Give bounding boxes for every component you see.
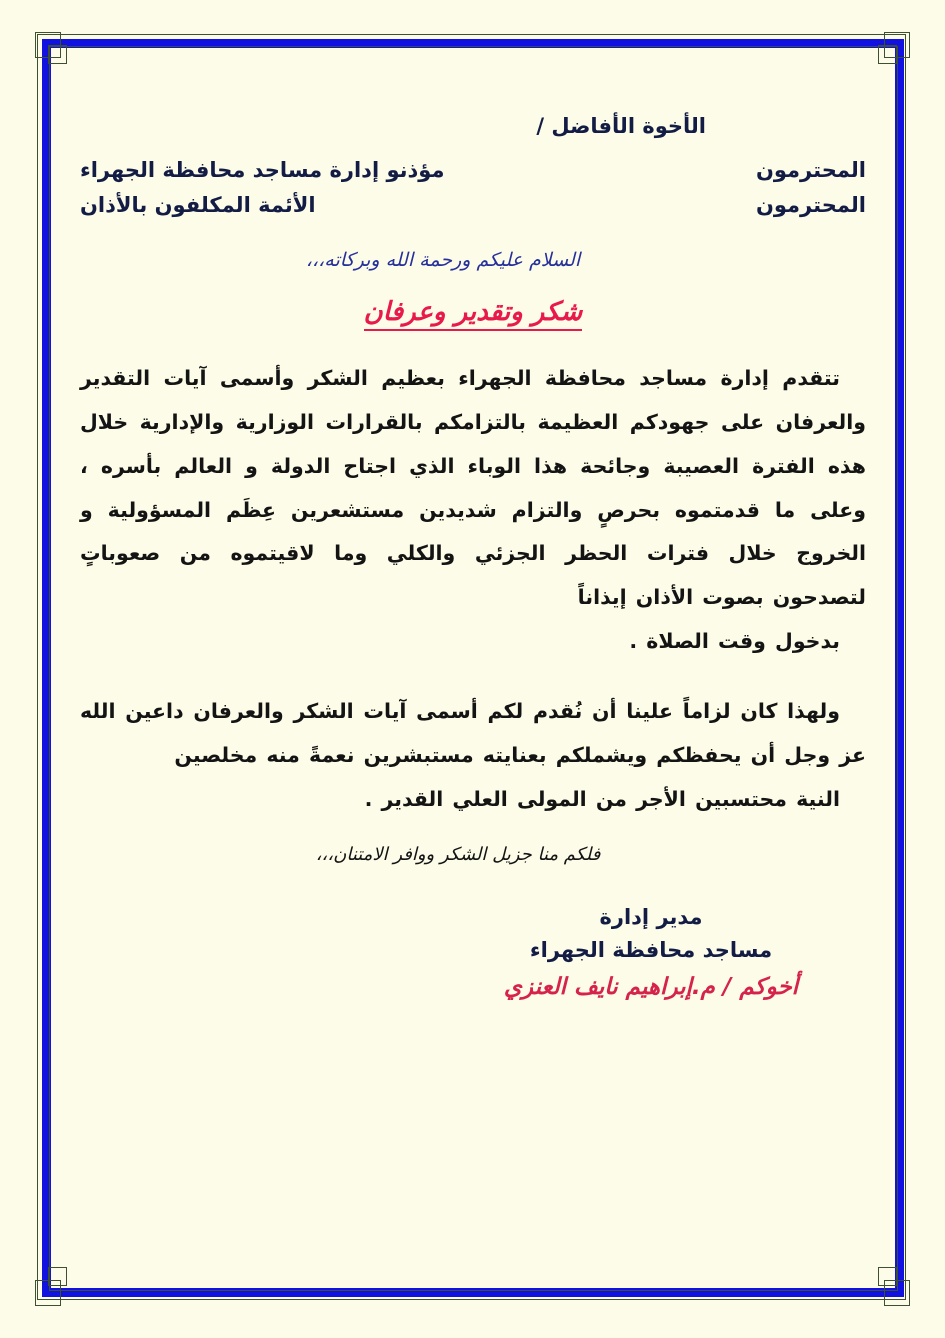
closing-thanks-line: فلكم منا جزيل الشكر ووافر الامتنان،،، <box>315 843 601 865</box>
signature-role: مدير إدارة <box>599 904 703 929</box>
signature-block <box>436 905 866 1000</box>
recipient-honorific-muezzins: المحترمون <box>755 158 866 182</box>
corner-ornament-bottom-right-outer <box>884 1280 910 1306</box>
corner-ornament-top-right-outer <box>884 32 910 58</box>
document-content <box>62 62 884 1274</box>
body-paragraph-2-text: ولهذا كان لزاماً علينا أن نُقدم لكم أسمى آيات الشكر والعرفان داعين الله عز وجل أن يحفظكم ويشملكم بعنايته مستبشرين نعمةً منه مخلصين <box>80 699 866 767</box>
body-paragraph-2-last-line: النية محتسبين الأجر من المولى العلي القدير . <box>364 786 840 811</box>
body-paragraph-2 <box>80 690 866 822</box>
recipient-name-muezzins: مؤذنو إدارة مساجد محافظة الجهراء <box>80 158 445 182</box>
signature-name: أخوكم / م.إبراهيم نايف العنزي <box>503 973 799 1000</box>
recipient-honorific-imams: المحترمون <box>755 193 866 217</box>
corner-ornament-bottom-left-outer <box>35 1280 61 1306</box>
corner-ornament-top-left-outer <box>35 32 61 58</box>
body-paragraph-1 <box>80 357 866 664</box>
recipient-row-imams <box>80 193 866 217</box>
document-title-text: شكر وتقدير وعرفان <box>364 297 583 331</box>
document-title <box>80 297 866 327</box>
islamic-greeting-line: السلام عليكم ورحمة الله وبركاته،،، <box>305 249 581 271</box>
body-paragraph-1-last-line: بدخول وقت الصلاة . <box>629 629 840 654</box>
salutation-line: الأخوة الأفاضل / <box>536 114 706 138</box>
signature-department: مساجد محافظة الجهراء <box>529 937 773 962</box>
addressee-block <box>80 114 866 217</box>
body-paragraph-1-text: تتقدم إدارة مساجد محافظة الجهراء بعظيم الشكر وأسمى آيات التقدير والعرفان على جهودكم العظيمة بالتزامكم بالقرارات الوزارية والإدارية خلال هذه الفترة العصيبة وجائحة هذا الوباء الذي اجتاح الدولة و العالم بأسره ، وعلى ما قدمتموه بحرصٍ والتزام شديدين مستشعرين عِظَم المسؤولية و الخروج خلال فترات الحظر الجزئي والكلي وما لاقيتموه من صعوباتٍ لتصدحون بصوت الأذان إيذاناً <box>80 366 866 610</box>
recipient-name-imams: الأئمة المكلفون بالأذان <box>80 193 316 217</box>
recipient-row-muezzins <box>80 158 866 182</box>
